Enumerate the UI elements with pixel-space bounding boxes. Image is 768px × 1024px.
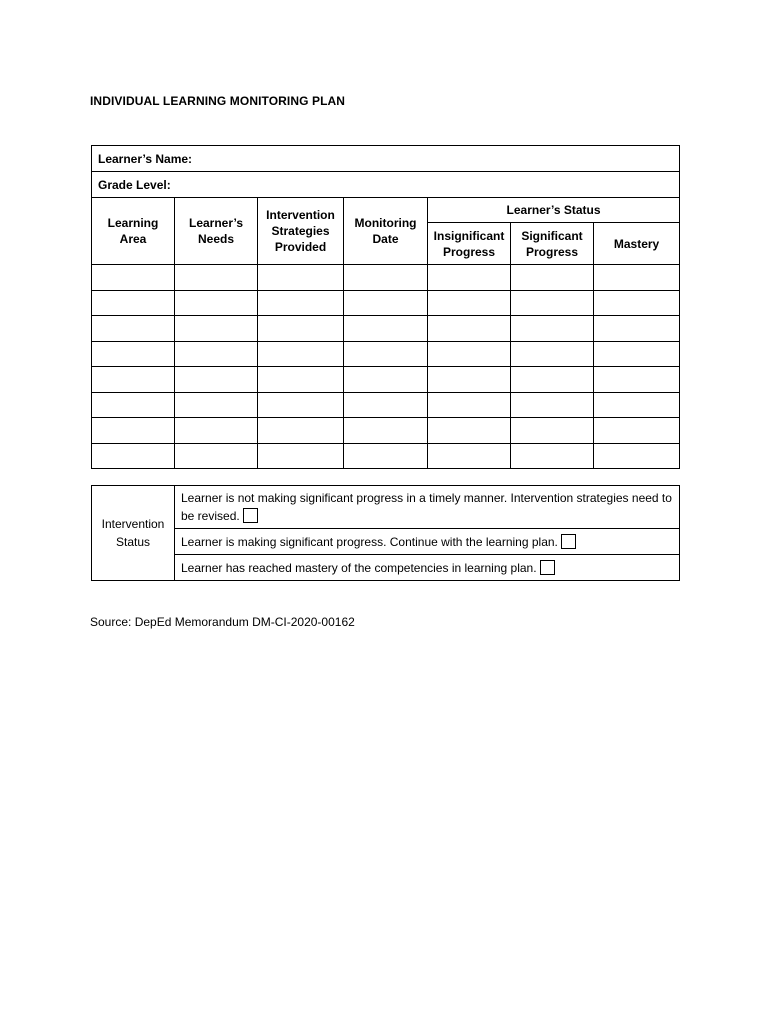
table-cell[interactable] — [258, 443, 344, 469]
col-monitoring-date: Monitoring Date — [344, 198, 428, 265]
table-cell[interactable] — [175, 265, 258, 291]
table-cell[interactable] — [428, 367, 511, 393]
table-row — [92, 367, 680, 393]
col-learners-status: Learner’s Status — [428, 198, 680, 223]
learners-name-field[interactable]: Learner’s Name: — [92, 146, 680, 172]
col-intervention-strategies: Intervention Strategies Provided — [258, 198, 344, 265]
table-cell[interactable] — [344, 367, 428, 393]
table-cell[interactable] — [175, 418, 258, 444]
table-cell[interactable] — [92, 367, 175, 393]
table-cell[interactable] — [594, 367, 680, 393]
table-row — [92, 265, 680, 291]
monitoring-plan-table — [91, 145, 680, 469]
table-cell[interactable] — [344, 392, 428, 418]
table-cell[interactable] — [175, 341, 258, 367]
status-option-revise — [175, 486, 680, 529]
table-cell[interactable] — [594, 290, 680, 316]
checkbox[interactable] — [561, 534, 576, 549]
grade-level-field[interactable]: Grade Level: — [92, 172, 680, 198]
table-cell[interactable] — [511, 418, 594, 444]
table-cell[interactable] — [594, 392, 680, 418]
table-cell[interactable] — [511, 367, 594, 393]
table-cell[interactable] — [175, 443, 258, 469]
table-cell[interactable] — [258, 418, 344, 444]
status-option-mastery — [175, 555, 680, 581]
table-row — [92, 290, 680, 316]
table-cell[interactable] — [594, 316, 680, 342]
status-option-text: Learner has reached mastery of the competencies in learning plan. — [181, 560, 537, 575]
table-row — [92, 392, 680, 418]
table-cell[interactable] — [511, 290, 594, 316]
col-insignificant-progress: Insignificant Progress — [428, 223, 511, 265]
table-row — [92, 418, 680, 444]
col-mastery: Mastery — [594, 223, 680, 265]
table-cell[interactable] — [92, 265, 175, 291]
status-option-text: Learner is making significant progress. Continue with the learning plan. — [181, 534, 558, 549]
intervention-status-label: Intervention Status — [92, 486, 175, 581]
col-learners-needs: Learner’s Needs — [175, 198, 258, 265]
table-cell[interactable] — [344, 265, 428, 291]
table-row — [92, 316, 680, 342]
table-cell[interactable] — [594, 265, 680, 291]
table-cell[interactable] — [344, 418, 428, 444]
col-significant-progress: Significant Progress — [511, 223, 594, 265]
table-cell[interactable] — [594, 443, 680, 469]
table-cell[interactable] — [175, 290, 258, 316]
table-cell[interactable] — [92, 392, 175, 418]
table-cell[interactable] — [258, 265, 344, 291]
intervention-status-table — [91, 485, 680, 581]
table-cell[interactable] — [511, 443, 594, 469]
table-cell[interactable] — [175, 392, 258, 418]
table-cell[interactable] — [175, 367, 258, 393]
table-cell[interactable] — [344, 341, 428, 367]
table-cell[interactable] — [92, 443, 175, 469]
table-row — [92, 443, 680, 469]
table-cell[interactable] — [428, 316, 511, 342]
table-cell[interactable] — [428, 265, 511, 291]
table-cell[interactable] — [92, 418, 175, 444]
status-option-text: Learner is not making significant progress in a timely manner. Intervention strategies need to be revised. — [181, 491, 672, 523]
table-cell[interactable] — [428, 392, 511, 418]
document-title: INDIVIDUAL LEARNING MONITORING PLAN — [90, 94, 346, 108]
table-cell[interactable] — [594, 418, 680, 444]
col-learning-area: Learning Area — [92, 198, 175, 265]
table-cell[interactable] — [511, 316, 594, 342]
table-cell[interactable] — [511, 341, 594, 367]
table-cell[interactable] — [258, 341, 344, 367]
table-cell[interactable] — [92, 316, 175, 342]
checkbox[interactable] — [243, 508, 258, 523]
table-cell[interactable] — [594, 341, 680, 367]
status-option-continue — [175, 529, 680, 555]
table-cell[interactable] — [344, 290, 428, 316]
table-cell[interactable] — [428, 443, 511, 469]
table-cell[interactable] — [511, 392, 594, 418]
table-cell[interactable] — [344, 443, 428, 469]
table-cell[interactable] — [92, 290, 175, 316]
table-cell[interactable] — [258, 290, 344, 316]
table-cell[interactable] — [258, 367, 344, 393]
table-row — [92, 341, 680, 367]
table-cell[interactable] — [511, 265, 594, 291]
table-cell[interactable] — [92, 341, 175, 367]
table-cell[interactable] — [258, 316, 344, 342]
table-cell[interactable] — [344, 316, 428, 342]
source-citation: Source: DepEd Memorandum DM-CI-2020-00162 — [90, 615, 355, 629]
table-cell[interactable] — [175, 316, 258, 342]
checkbox[interactable] — [540, 560, 555, 575]
table-cell[interactable] — [428, 418, 511, 444]
table-cell[interactable] — [258, 392, 344, 418]
table-cell[interactable] — [428, 290, 511, 316]
table-cell[interactable] — [428, 341, 511, 367]
